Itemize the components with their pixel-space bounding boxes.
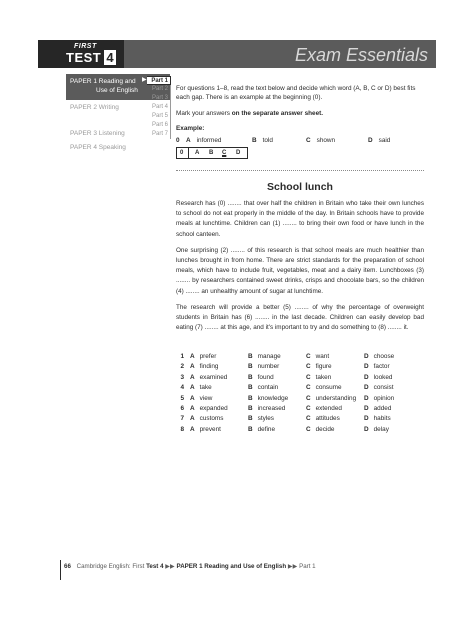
first-label: FIRST — [74, 43, 97, 50]
paragraph: The research will provide a better (5) ........ of why the percentage of overweight students in Britain has (6) ........ in the last decade. Children can easily develop bad eating (7) ........ at this age, and it's important to try and do something to (8) ........ it. — [176, 303, 424, 332]
part-nav — [147, 76, 171, 139]
footer-paper: PAPER 1 Reading and Use of English — [176, 563, 287, 570]
page-number: 66 — [64, 563, 71, 570]
part-item-3[interactable]: Part 3 — [147, 94, 171, 103]
option-row: 4 A take B contain C consume D consist — [180, 384, 394, 392]
option-row: 1 A prefer B manage C want D choose — [180, 353, 395, 360]
paragraph: One surprising (2) ........ of this research is that school meals are much healthier than lunches brought in from home. There are strict standards for the preparation of school meals, which have to include fruit, vegetables, meat and a dairy item. Lunchboxes (3) ........ by researchers contained sweet drinks, crisps and chocolate bars, so the children (4) ........ an unhealthy amount of sugar at lunchtime. — [176, 246, 424, 295]
part-item-7[interactable]: Part 7 — [147, 130, 171, 139]
option-row: 2 A finding B number C figure D factor — [180, 363, 390, 371]
example-answer-grid: 0 A B C D — [176, 147, 248, 159]
example-title: Example: — [176, 125, 205, 133]
arrow-right-icon: ▶ — [142, 77, 147, 83]
part-item-5[interactable]: Part 5 — [147, 112, 171, 121]
footer-rule — [60, 560, 61, 580]
instruction-mark: Mark your answers on the separate answer sheet. — [176, 109, 324, 117]
paper-label: PAPER 3 Listening — [70, 130, 125, 137]
paper-label: PAPER 2 Writing — [70, 104, 119, 111]
option-row: 6 A expanded B increased C extended D added — [180, 404, 392, 412]
article-title: School lunch — [267, 181, 333, 193]
footer-arrow-icon: ▶▶ — [165, 563, 175, 570]
example-row: 0 A informed B told C shown D said — [176, 136, 391, 144]
instruction-text: For questions 1–8, read the text below and decide which word (A, B, C or D) best fits each gap. There is an example at the beginning (0). — [176, 85, 416, 102]
option-row: 8 A prevent B define C decide D delay — [180, 425, 389, 433]
article-text — [176, 199, 424, 339]
footer-part: Part 1 — [299, 563, 316, 570]
divider — [176, 170, 424, 171]
part-item-4[interactable]: Part 4 — [147, 103, 171, 112]
test-number: 4 — [104, 50, 116, 65]
book-title: Cambridge English: First — [76, 563, 145, 570]
page-footer — [64, 563, 316, 570]
paper-label-line1: PAPER 1 Reading and — [70, 78, 136, 85]
selected-answer: C — [222, 150, 227, 156]
paragraph: Research has (0) ........ that over half the children in Britain who take their own lunches to school do not eat properly in the middle of the day. In Britain schools have to provide meals at lunchtime. Children can (1) ........ to bring their own food or have lunch in the school canteen. — [176, 200, 424, 238]
option-row: 5 A view B knowledge C understanding D opinion — [180, 394, 395, 402]
section-title: Exam Essentials — [294, 45, 428, 65]
paper-item-speaking[interactable] — [66, 140, 170, 154]
part-item-6[interactable]: Part 6 — [147, 121, 171, 130]
answer-options — [176, 352, 424, 435]
test-label: TEST — [66, 50, 102, 65]
footer-test: Test 4 — [146, 563, 164, 570]
paper-label: PAPER 4 Speaking — [70, 144, 126, 151]
paper-label-line2: Use of English — [96, 87, 138, 94]
part-item-1[interactable]: Part 1 — [147, 76, 171, 85]
option-row: 3 A examined B found C taken D looked — [180, 373, 393, 381]
footer-arrow-icon: ▶▶ — [287, 563, 298, 570]
part-item-2[interactable]: Part 2 — [147, 85, 171, 94]
instructions — [176, 84, 424, 145]
option-row: 7 A customs B styles C attitudes D habits — [180, 415, 391, 423]
